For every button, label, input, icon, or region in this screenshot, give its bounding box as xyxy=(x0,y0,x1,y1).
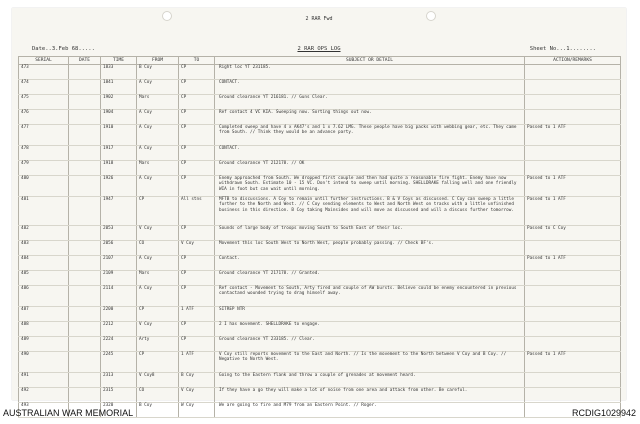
cell-date xyxy=(69,286,101,307)
cell-to: 1 ATF xyxy=(179,307,215,322)
cell-serial: 484 xyxy=(19,256,69,271)
cell-detail: If they have a go they will make a lot of noise from one area and attack from other. Be careful. xyxy=(215,388,525,403)
cell-serial: 473 xyxy=(19,65,69,80)
cell-time: 1926 xyxy=(101,176,137,197)
cell-from: A Coy xyxy=(137,125,179,146)
cell-from: Mars xyxy=(137,161,179,176)
cell-time: 1902 xyxy=(101,95,137,110)
table-row xyxy=(19,286,621,307)
column-header: SERIAL xyxy=(19,57,69,65)
cell-date xyxy=(69,388,101,403)
table-row xyxy=(19,352,621,373)
cell-serial: 475 xyxy=(19,95,69,110)
cell-action xyxy=(525,388,621,403)
cell-from: B Coy xyxy=(137,65,179,80)
ops-log-table xyxy=(18,56,621,418)
cell-detail: Ground clearance YT 217178. // Granted. xyxy=(215,271,525,286)
cell-from: V Coy xyxy=(137,226,179,241)
cell-action: Passed to 1 ATF xyxy=(525,197,621,226)
cell-action: Passed to C Coy xyxy=(525,226,621,241)
cell-serial: 483 xyxy=(19,241,69,256)
table-row xyxy=(19,271,621,286)
cell-to: W Coy xyxy=(179,403,215,418)
cell-date xyxy=(69,271,101,286)
table-row xyxy=(19,65,621,80)
table-row xyxy=(19,307,621,322)
cell-date xyxy=(69,65,101,80)
cell-from: V Coy xyxy=(137,322,179,337)
cell-date xyxy=(69,197,101,226)
cell-date xyxy=(69,95,101,110)
cell-time: 1917 xyxy=(101,146,137,161)
cell-from: CP xyxy=(137,307,179,322)
cell-time: 2320 xyxy=(101,403,137,418)
cell-action: Passed to 1 ATF xyxy=(525,125,621,146)
cell-date xyxy=(69,161,101,176)
cell-date xyxy=(69,352,101,373)
cell-action xyxy=(525,95,621,110)
table-header-row xyxy=(19,57,621,65)
cell-detail: CONTACT. xyxy=(215,146,525,161)
cell-action xyxy=(525,65,621,80)
column-header: TIME xyxy=(101,57,137,65)
table-row xyxy=(19,241,621,256)
cell-from: A Coy xyxy=(137,256,179,271)
cell-action xyxy=(525,271,621,286)
table-row xyxy=(19,197,621,226)
cell-serial: 474 xyxy=(19,80,69,95)
cell-to: CP xyxy=(179,65,215,80)
cell-detail: Enemy approached from South. We dropped first couple and then had quite a reasonable fire fight. Enemy have now withdrawn South. Estimate 10 - 15 VC. Don't intend to sweep until morning. SHELLDRAKE falling well and one friendly WIA in foot but can wait until morning. xyxy=(215,176,525,197)
log-title: 2 RAR OPS LOG xyxy=(297,46,341,52)
cell-serial: 478 xyxy=(19,146,69,161)
column-header: TO xyxy=(179,57,215,65)
cell-from: CO xyxy=(137,388,179,403)
cell-from: CO xyxy=(137,241,179,256)
cell-action xyxy=(525,373,621,388)
cell-detail: Going to the Eastern flank and throw a couple of grenades at movement heard. xyxy=(215,373,525,388)
cell-to: CP xyxy=(179,80,215,95)
date-label: Date..3.Feb 68..... xyxy=(32,46,95,52)
cell-date xyxy=(69,256,101,271)
cell-to: 1 ATF xyxy=(179,352,215,373)
table-row xyxy=(19,95,621,110)
cell-from: A Coy xyxy=(137,146,179,161)
table-row xyxy=(19,337,621,352)
cell-to: CP xyxy=(179,322,215,337)
cell-time: 1833 xyxy=(101,65,137,80)
cell-from: B Coy xyxy=(137,403,179,418)
cell-date xyxy=(69,226,101,241)
table-body xyxy=(19,65,621,418)
cell-from: Mars xyxy=(137,95,179,110)
cell-to: CP xyxy=(179,286,215,307)
cell-time: 2200 xyxy=(101,307,137,322)
cell-serial: 488 xyxy=(19,322,69,337)
cell-serial: 482 xyxy=(19,226,69,241)
cell-from: V Coy8 xyxy=(137,373,179,388)
cell-time: 2114 xyxy=(101,286,137,307)
cell-time: 2107 xyxy=(101,256,137,271)
cell-detail: Completed sweep and have 4 x AK47's and 1 x 7.62 LMG. These people have big packs with webbing gear, etc. They came from South. // Think they would be an advance party. xyxy=(215,125,525,146)
cell-to: CP xyxy=(179,271,215,286)
cell-time: 2056 xyxy=(101,241,137,256)
cell-date xyxy=(69,125,101,146)
cell-date xyxy=(69,241,101,256)
cell-serial: 477 xyxy=(19,125,69,146)
cell-detail: 2 I has movement. SHELLDRAKE to engage. xyxy=(215,322,525,337)
cell-detail: Ground clearance YT 233185. // Clear. xyxy=(215,337,525,352)
footer-id: RCDIG1029942 xyxy=(571,408,636,418)
column-header: DATE xyxy=(69,57,101,65)
cell-serial: 485 xyxy=(19,271,69,286)
cell-action xyxy=(525,337,621,352)
cell-time: 1841 xyxy=(101,80,137,95)
cell-action xyxy=(525,322,621,337)
cell-action: Passed to 1 ATF xyxy=(525,256,621,271)
cell-action xyxy=(525,286,621,307)
cell-from: Mars xyxy=(137,271,179,286)
cell-time: 2224 xyxy=(101,337,137,352)
cell-serial: 487 xyxy=(19,307,69,322)
cell-time: 2109 xyxy=(101,271,137,286)
cell-date xyxy=(69,307,101,322)
cell-from: A Coy xyxy=(137,110,179,125)
cell-to: CP xyxy=(179,226,215,241)
cell-date xyxy=(69,110,101,125)
cell-detail: Sounds of large body of troops moving South to South East of their loc. xyxy=(215,226,525,241)
cell-to: All stns xyxy=(179,197,215,226)
column-header: ACTION/REMARKS xyxy=(525,57,621,65)
cell-time: 1918 xyxy=(101,161,137,176)
cell-action xyxy=(525,307,621,322)
table-row xyxy=(19,176,621,197)
cell-from: Arty xyxy=(137,337,179,352)
cell-time: 1947 xyxy=(101,197,137,226)
table-row xyxy=(19,80,621,95)
cell-time: 2313 xyxy=(101,373,137,388)
cell-action xyxy=(525,80,621,95)
cell-detail: Ground clearance YT 212178. // OK xyxy=(215,161,525,176)
cell-time: 1910 xyxy=(101,125,137,146)
table-row xyxy=(19,256,621,271)
cell-detail: CONTACT. xyxy=(215,80,525,95)
cell-detail: Ground clearance YT 216181. // Guns Clear. xyxy=(215,95,525,110)
table-row xyxy=(19,322,621,337)
cell-from: CP xyxy=(137,352,179,373)
cell-date xyxy=(69,80,101,95)
cell-serial: 491 xyxy=(19,373,69,388)
cell-detail: Right loc YT 231185. xyxy=(215,65,525,80)
column-header: SUBJECT OR DETAIL xyxy=(215,57,525,65)
cell-detail: MFTB to discussions. A Coy to remain until further instructions. B & V Coys as discussed. C Coy can sweep a little further to the North and West. // C Coy sending elements to West and North West on tracks with a little unfinished business in this direction. B Coy taking Mainsides and will move as discussed and will a discuss further tomorrow. xyxy=(215,197,525,226)
table-row xyxy=(19,146,621,161)
cell-serial: 492 xyxy=(19,388,69,403)
cell-time: 2315 xyxy=(101,388,137,403)
cell-to: CP xyxy=(179,337,215,352)
cell-to: CP xyxy=(179,161,215,176)
cell-from: A Coy xyxy=(137,286,179,307)
cell-time: 2245 xyxy=(101,352,137,373)
document-header: 2 RAR Fwd xyxy=(305,16,333,22)
cell-date xyxy=(69,373,101,388)
cell-from: A Coy xyxy=(137,176,179,197)
footer-source: AUSTRALIAN WAR MEMORIAL xyxy=(3,408,134,418)
cell-date xyxy=(69,176,101,197)
sheet-label: Sheet No...1........ xyxy=(529,46,596,52)
cell-to: V Coy xyxy=(179,241,215,256)
cell-serial: 480 xyxy=(19,176,69,197)
cell-from: A Coy xyxy=(137,80,179,95)
cell-action xyxy=(525,161,621,176)
cell-serial: 493 xyxy=(19,403,69,418)
cell-serial: 476 xyxy=(19,110,69,125)
table-row xyxy=(19,373,621,388)
cell-detail: Contact. xyxy=(215,256,525,271)
cell-to: CP xyxy=(179,176,215,197)
table-row xyxy=(19,110,621,125)
column-header: FROM xyxy=(137,57,179,65)
cell-serial: 489 xyxy=(19,337,69,352)
cell-date xyxy=(69,146,101,161)
table-row xyxy=(19,125,621,146)
cell-action: Passed to 1 ATF xyxy=(525,352,621,373)
cell-time: 2053 xyxy=(101,226,137,241)
cell-detail: We are going to fire and M79 from an Eastern Point. // Roger. xyxy=(215,403,525,418)
cell-to: CP xyxy=(179,256,215,271)
cell-serial: 479 xyxy=(19,161,69,176)
cell-action xyxy=(525,146,621,161)
cell-time: 2212 xyxy=(101,322,137,337)
cell-to: CP xyxy=(179,95,215,110)
cell-to: B Coy xyxy=(179,373,215,388)
cell-detail: Ref contact 4 VC KIA. Sweeping now. Sorting things out now. xyxy=(215,110,525,125)
table-row xyxy=(19,226,621,241)
log-sheet xyxy=(12,8,626,408)
cell-detail: SITREP NTR xyxy=(215,307,525,322)
cell-detail: Movement this loc South West to North West, people probably passing. // Check BF's. xyxy=(215,241,525,256)
cell-serial: 486 xyxy=(19,286,69,307)
cell-time: 1904 xyxy=(101,110,137,125)
cell-detail: V Coy still reports movement to the East and North. // Is the movement to the North between V Coy and B Coy. // Negative to North West. xyxy=(215,352,525,373)
cell-to: V Coy xyxy=(179,388,215,403)
table-row xyxy=(19,388,621,403)
cell-to: CP xyxy=(179,125,215,146)
cell-to: CP xyxy=(179,110,215,125)
cell-action: Passed to 1 ATF xyxy=(525,176,621,197)
cell-to: CP xyxy=(179,146,215,161)
cell-action xyxy=(525,241,621,256)
table-row xyxy=(19,161,621,176)
cell-date xyxy=(69,337,101,352)
cell-serial: 490 xyxy=(19,352,69,373)
cell-from: CP xyxy=(137,197,179,226)
cell-action xyxy=(525,110,621,125)
cell-date xyxy=(69,322,101,337)
cell-detail: Ref contact - Movement to South, Arty fired and couple of AW bursts. Believe could be enemy encountered in previous contactand wounded trying to drag himself away. xyxy=(215,286,525,307)
cell-serial: 481 xyxy=(19,197,69,226)
